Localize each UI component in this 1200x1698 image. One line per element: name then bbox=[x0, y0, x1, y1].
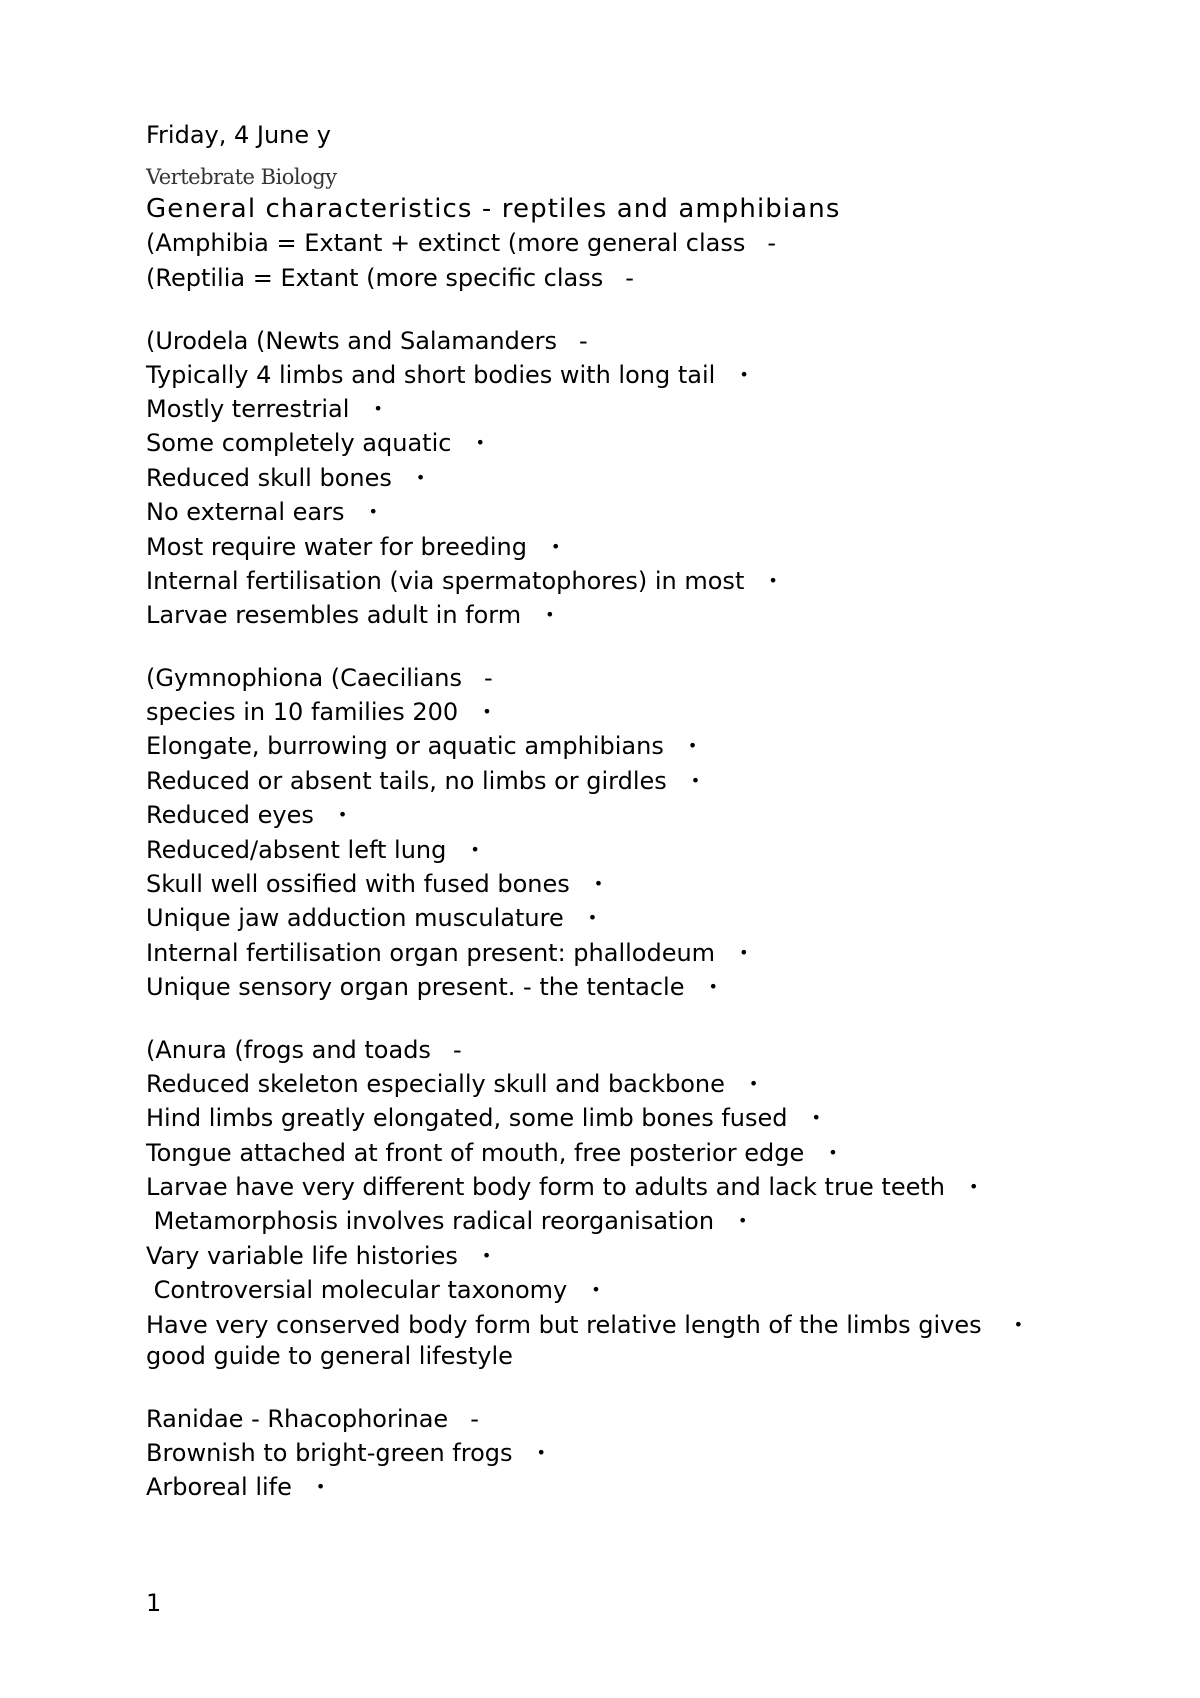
list-item: Reduced eyes • bbox=[146, 801, 348, 829]
section-heading: Ranidae - Rhacophorinae - bbox=[146, 1405, 479, 1433]
bullet-marker: • bbox=[475, 433, 485, 452]
bullet-marker: • bbox=[968, 1177, 979, 1196]
list-item: Have very conserved body form but relative length of the limbs gives • bbox=[146, 1311, 1024, 1339]
list-item: species in 10 families 200 • bbox=[146, 698, 492, 726]
list-item: Brownish to bright-green frogs • bbox=[146, 1439, 546, 1467]
bullet-marker: • bbox=[591, 1280, 601, 1299]
list-item: Some completely aquatic • bbox=[146, 429, 485, 457]
list-item: Controversial molecular taxonomy • bbox=[146, 1276, 601, 1304]
intro-line: (Reptilia = Extant (more specific class - bbox=[146, 264, 634, 292]
list-item: Tongue attached at front of mouth, free posterior edge • bbox=[146, 1139, 838, 1167]
bullet-marker: • bbox=[738, 1211, 748, 1230]
bullet-marker: • bbox=[811, 1108, 821, 1127]
list-item: No external ears • bbox=[146, 498, 378, 526]
bullet-marker: • bbox=[481, 1246, 492, 1265]
bullet-marker: • bbox=[470, 840, 480, 859]
bullet-marker: • bbox=[739, 943, 749, 962]
page-title: General characteristics - reptiles and amphibians bbox=[146, 194, 841, 224]
bullet-marker: • bbox=[536, 1443, 546, 1462]
section-heading: (Urodela (Newts and Salamanders - bbox=[146, 327, 588, 355]
list-item: Skull well ossified with fused bones • bbox=[146, 870, 604, 898]
bullet-marker: • bbox=[828, 1143, 838, 1162]
bullet-marker: • bbox=[415, 468, 426, 487]
list-item: Mostly terrestrial • bbox=[146, 395, 383, 423]
bullet-marker: • bbox=[768, 571, 778, 590]
dash-marker: - bbox=[767, 229, 777, 257]
bullet-marker: • bbox=[708, 977, 718, 996]
list-item: Reduced or absent tails, no limbs or girdles • bbox=[146, 767, 701, 795]
bullet-marker: • bbox=[587, 908, 598, 927]
bullet-marker: • bbox=[337, 805, 348, 824]
bullet-marker: • bbox=[748, 1074, 759, 1093]
dash-marker: - bbox=[484, 664, 493, 692]
dash-marker: - bbox=[470, 1405, 479, 1433]
list-item: Internal fertilisation (via spermatophores) in most • bbox=[146, 567, 778, 595]
list-item: Larvae resembles adult in form • bbox=[146, 601, 555, 629]
list-item: Hind limbs greatly elongated, some limb bones fused • bbox=[146, 1104, 821, 1132]
list-item: Unique sensory organ present. - the tentacle • bbox=[146, 973, 718, 1001]
bullet-marker: • bbox=[739, 365, 749, 384]
course-name: Vertebrate Biology bbox=[146, 165, 337, 189]
list-item: Typically 4 limbs and short bodies with long tail • bbox=[146, 361, 749, 389]
bullet-marker: • bbox=[687, 736, 698, 755]
bullet-marker: • bbox=[545, 605, 555, 624]
list-item: Vary variable life histories • bbox=[146, 1242, 492, 1270]
list-item: Most require water for breeding • bbox=[146, 533, 561, 561]
section-heading: (Anura (frogs and toads - bbox=[146, 1036, 462, 1064]
list-item: Reduced/absent left lung • bbox=[146, 836, 480, 864]
intro-line: (Amphibia = Extant + extinct (more general class - bbox=[146, 229, 777, 257]
list-item: Larvae have very different body form to adults and lack true teeth • bbox=[146, 1173, 979, 1201]
list-item: Elongate, burrowing or aquatic amphibians • bbox=[146, 732, 698, 760]
list-item-continuation: good guide to general lifestyle bbox=[146, 1342, 513, 1370]
dash-marker: - bbox=[452, 1036, 462, 1064]
bullet-marker: • bbox=[1013, 1315, 1024, 1334]
list-item: Reduced skull bones • bbox=[146, 464, 426, 492]
bullet-marker: • bbox=[550, 537, 561, 556]
bullet-marker: • bbox=[690, 771, 701, 790]
dash-marker: - bbox=[578, 327, 588, 355]
bullet-marker: • bbox=[315, 1477, 326, 1496]
list-item: Metamorphosis involves radical reorganisation • bbox=[146, 1207, 748, 1235]
section-heading: (Gymnophiona (Caecilians - bbox=[146, 664, 493, 692]
list-item: Internal fertilisation organ present: phallodeum • bbox=[146, 939, 749, 967]
page-number: 1 bbox=[146, 1589, 162, 1617]
bullet-marker: • bbox=[593, 874, 604, 893]
bullet-marker: • bbox=[368, 502, 378, 521]
bullet-marker: • bbox=[373, 399, 383, 418]
bullet-marker: • bbox=[482, 702, 492, 721]
list-item: Arboreal life • bbox=[146, 1473, 326, 1501]
list-item: Unique jaw adduction musculature • bbox=[146, 904, 598, 932]
date-line: Friday, 4 June y bbox=[146, 121, 331, 149]
list-item: Reduced skeleton especially skull and backbone • bbox=[146, 1070, 759, 1098]
dash-marker: - bbox=[625, 264, 634, 292]
